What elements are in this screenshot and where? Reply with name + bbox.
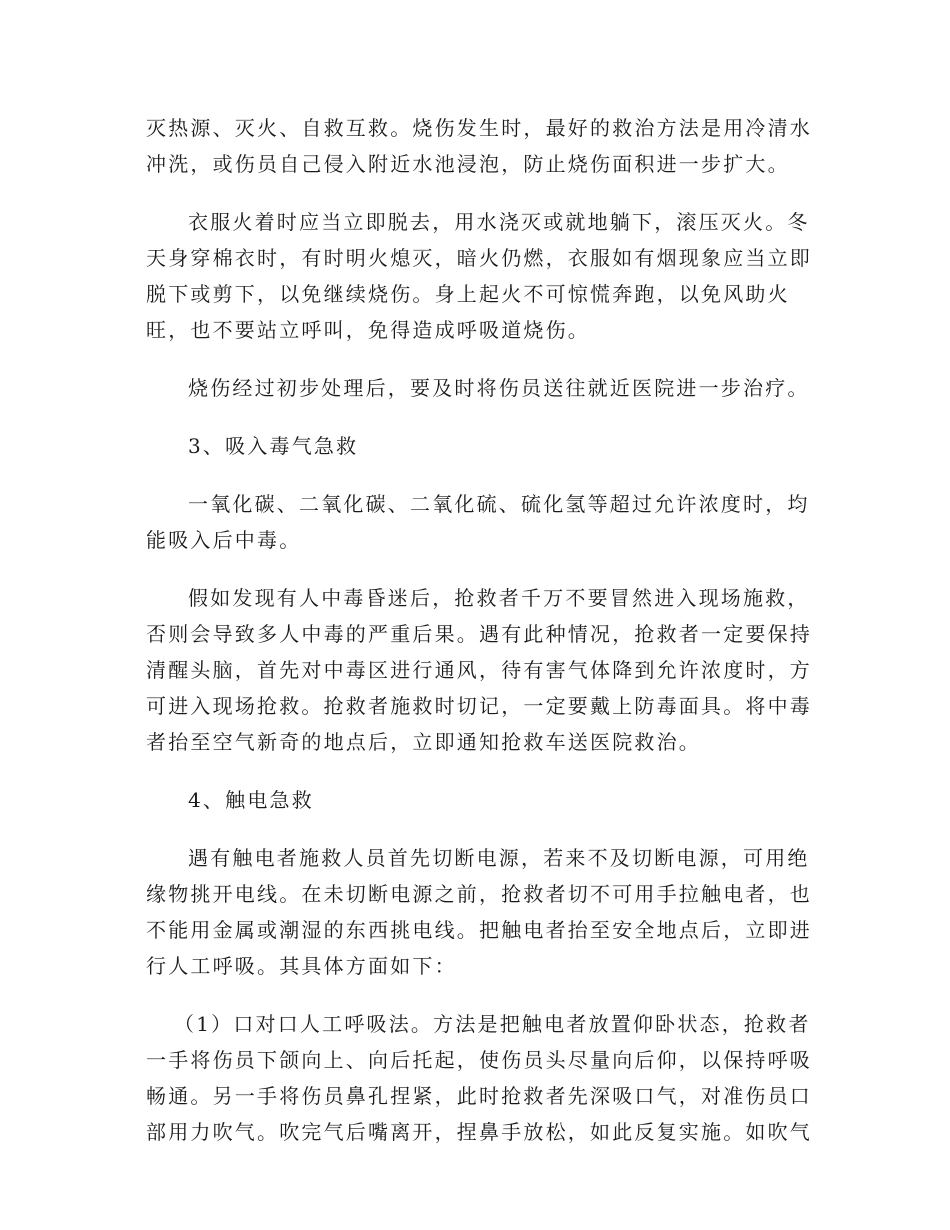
paragraph-electric-shock-rescue: [146, 840, 816, 984]
text-line: 可进入现场抢救。抢救者施救时切记，一定要戴上防毒面具。将中毒: [146, 694, 812, 718]
text-line: 者抬至空气新奇的地点后，立即通知抢救车送医院救治。: [146, 730, 701, 754]
text-line: 畅通。另一手将伤员鼻孔捏紧，此时抢救者先深吸口气，对准伤员口: [146, 1084, 812, 1108]
section-heading: 3、吸入毒气急救: [188, 434, 359, 458]
paragraph-clothing-fire: [146, 204, 816, 348]
text-line: 否则会导致多人中毒的严重后果。遇有此种情况，抢救者一定要保持: [146, 622, 812, 646]
text-line: 部用力吹气。吹完气后嘴离开，捏鼻手放松，如此反复实施。如吹气: [146, 1120, 812, 1144]
paragraph-toxic-gases: [146, 486, 816, 558]
paragraph-burn-followup: [146, 370, 816, 406]
document-body: [146, 110, 816, 1172]
text-line: 旺，也不要站立呼叫，免得造成呼吸道烧伤。: [146, 318, 590, 342]
text-line: 一手将伤员下颌向上、向后托起，使伤员头尽量向后仰，以保持呼吸: [146, 1048, 812, 1072]
section-heading-electric-shock: [146, 782, 816, 818]
text-line: 脱下或剪下，以免继续烧伤。身上起火不可惊慌奔跑，以免风助火: [146, 282, 790, 306]
text-line: 灭热源、灭火、自救互救。烧伤发生时，最好的救治方法是用冷清水: [146, 116, 812, 140]
text-line: 清醒头脑，首先对中毒区进行通风，待有害气体降到允许浓度时，方: [146, 658, 812, 682]
paragraph-burn-treatment-continued: [146, 110, 816, 182]
text-line: 假如发现有人中毒昏迷后，抢救者千万不要冒然进入现场施救，: [188, 586, 810, 610]
section-heading-toxic-gas: [146, 428, 816, 464]
text-line: 一氧化碳、二氧化碳、二氧化硫、硫化氢等超过允许浓度时，均: [188, 492, 810, 516]
text-line: 天身穿棉衣时，有时明火熄灭，暗火仍燃，衣服如有烟现象应当立即: [146, 246, 812, 270]
text-line: 缘物挑开电线。在未切断电源之前，抢救者切不可用手拉触电者，也: [146, 882, 812, 906]
paragraph-mouth-to-mouth: [146, 1006, 816, 1150]
text-line: 能吸入后中毒。: [146, 528, 302, 552]
text-line: 遇有触电者施救人员首先切断电源，若来不及切断电源，可用绝: [188, 846, 810, 870]
paragraph-poisoning-rescue: [146, 580, 816, 760]
text-line: 衣服火着时应当立即脱去，用水浇灭或就地躺下，滚压灭火。冬: [188, 210, 810, 234]
text-line: 烧伤经过初步处理后，要及时将伤员送往就近医院进一步治疗。: [188, 376, 810, 400]
text-line: （1）口对口人工呼吸法。方法是把触电者放置仰卧状态，抢救者: [174, 1012, 811, 1036]
text-line: 冲洗，或伤员自己侵入附近水池浸泡，防止烧伤面积进一步扩大。: [146, 152, 790, 176]
section-heading: 4、触电急救: [188, 788, 314, 812]
text-line: 不能用金属或潮湿的东西挑电线。把触电者抬至安全地点后，立即进: [146, 918, 812, 942]
text-line: 行人工呼吸。其具体方面如下：: [146, 954, 457, 978]
